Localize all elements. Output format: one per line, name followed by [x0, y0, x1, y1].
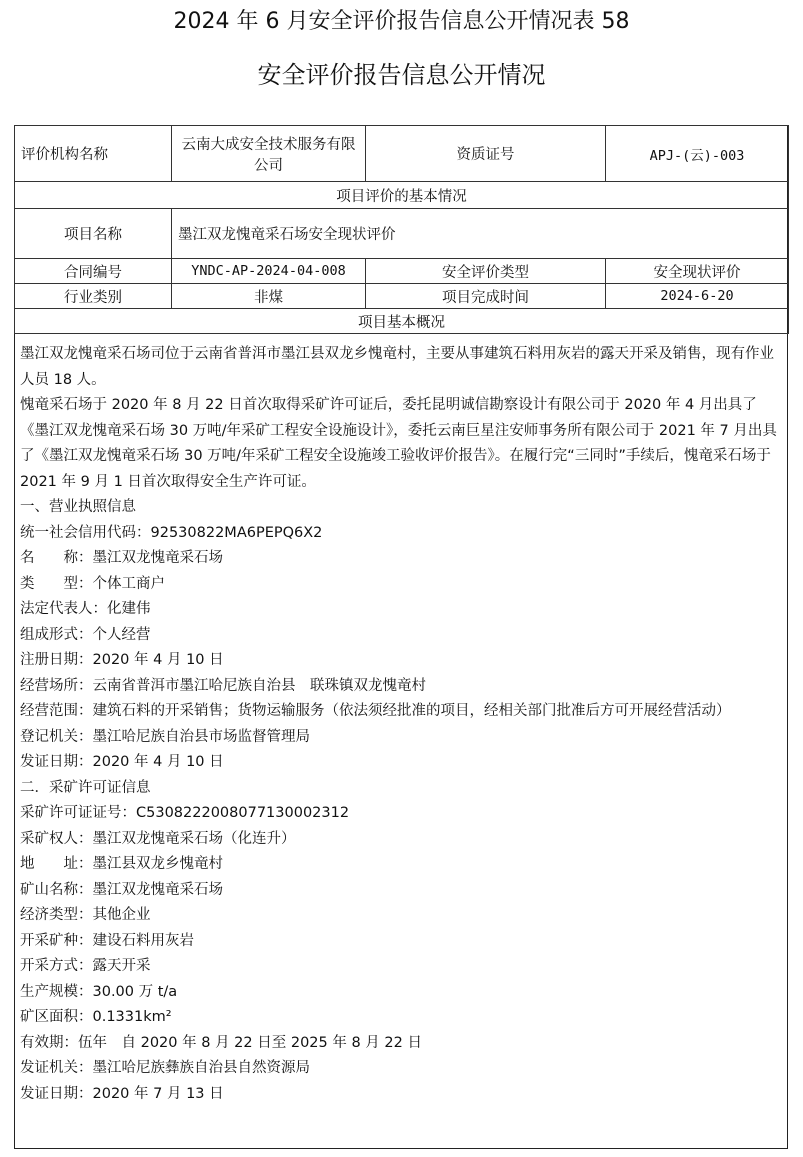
list-item [20, 852, 784, 878]
field-label: 开采矿种： [20, 932, 93, 949]
field-value: 2020 年 4 月 10 日 [92, 754, 224, 770]
list-item [20, 980, 784, 1006]
field-value: 墨江哈尼族自治县市场监督管理局 [92, 728, 310, 745]
list-item [20, 1005, 784, 1031]
industry-value: 非煤 [172, 284, 366, 309]
field-label: 经济类型： [20, 907, 93, 923]
field-value: 墨江双龙愧竜采石场 [92, 550, 223, 566]
field-label: 有效期： [20, 1034, 78, 1051]
overview-header: 项目基本概况 [15, 309, 789, 334]
list-item [20, 623, 784, 649]
list-item [20, 521, 784, 547]
list-item [20, 648, 784, 674]
field-value: 30.00 万 t/a [92, 983, 178, 1000]
table-row [15, 284, 789, 309]
overview-paragraph-1: 墨江双龙愧竜采石场司位于云南省普洱市墨江县双龙乡愧竜村，主要从事建筑石料用灰岩的露天开采及销售，现有作业人员 18 人。 [20, 346, 774, 388]
project-label: 项目名称 [15, 209, 172, 259]
contract-label: 合同编号 [15, 259, 172, 284]
table-row [15, 309, 789, 334]
field-value: 墨江县双龙乡愧竜村 [92, 856, 223, 872]
eval-type-label: 安全评价类型 [366, 259, 606, 284]
field-label: 登记机关： [20, 728, 93, 745]
field-label: 统一社会信用代码： [20, 524, 151, 541]
overview-paragraph-2: 愧竜采石场于 2020 年 8 月 22 日首次取得采矿许可证后，委托昆明诚信勘察设计有限公司于 2020 年 4 月出具了《墨江双龙愧竜采石场 30 万吨/年采矿工程安全设施设计》，委托云南巨星注安师事务所有限公司于 2021 年 7 月出具了《墨江双龙愧竜采石场 30 万吨/年采矿工程安全设施竣工验收评价报告》。在履行完“三同时”手续后，愧竜采石场于 2021 年 9 月 1 日首次取得安全生产许可证。 [20, 397, 777, 490]
field-value: 伍年 自 2020 年 8 月 22 日至 2025 年 8 月 22 日 [78, 1034, 422, 1051]
field-value: 墨江双龙愧竜采石场（化连升） [92, 830, 296, 847]
cert-label: 资质证号 [366, 126, 606, 182]
list-item [20, 878, 784, 904]
org-label: 评价机构名称 [15, 126, 172, 182]
list-item [20, 1082, 784, 1108]
table-row [15, 209, 789, 259]
field-value: 个体工商户 [92, 575, 165, 592]
list-item [20, 827, 784, 853]
contract-value: YNDC-AP-2024-04-008 [172, 259, 366, 284]
finish-time-label: 项目完成时间 [366, 284, 606, 309]
field-label: 采矿权人： [20, 830, 93, 847]
field-value: 其他企业 [92, 907, 151, 923]
field-value: 云南省普洱市墨江哈尼族自治县 联珠镇双龙愧竜村 [92, 677, 426, 694]
field-label: 发证机关： [20, 1060, 93, 1076]
list-item [20, 597, 784, 623]
field-value: 2020 年 4 月 10 日 [92, 652, 224, 668]
report-title: 2024 年 6 月安全评价报告信息公开情况表 58 [173, 9, 630, 34]
eval-type-value: 安全现状评价 [606, 259, 789, 284]
list-item [20, 1056, 784, 1082]
field-value: 露天开采 [92, 958, 151, 974]
field-value: 墨江哈尼族彝族自治县自然资源局 [92, 1060, 310, 1076]
field-value: 建设石料用灰岩 [92, 932, 194, 949]
field-label: 开采方式： [20, 958, 93, 974]
field-value: 化建伟 [107, 601, 151, 617]
field-value: 个人经营 [92, 626, 151, 643]
field-value: 2020 年 7 月 13 日 [92, 1085, 224, 1102]
list-item [20, 546, 784, 572]
field-value: C5308222008077130002312 [136, 805, 350, 821]
field-label: 名 称： [20, 550, 93, 566]
org-value: 云南大成安全技术服务有限公司 [172, 126, 366, 182]
report-subtitle: 安全评价报告信息公开情况 [257, 61, 546, 89]
field-label: 发证日期： [20, 1085, 93, 1102]
list-item [20, 699, 784, 725]
list-item [20, 674, 784, 700]
list-item [20, 750, 784, 776]
field-label: 经营范围： [20, 703, 93, 719]
project-value: 墨江双龙愧竜采石场安全现状评价 [172, 209, 789, 259]
list-item [20, 801, 784, 827]
basic-info-header: 项目评价的基本情况 [15, 182, 789, 209]
list-item [20, 1031, 784, 1057]
field-label: 矿区面积： [20, 1009, 93, 1025]
field-label: 地 址： [20, 856, 93, 872]
field-label: 注册日期： [20, 652, 93, 668]
list-item [20, 903, 784, 929]
info-table [14, 125, 789, 334]
industry-label: 行业类别 [15, 284, 172, 309]
table-row [15, 182, 789, 209]
field-label: 生产规模： [20, 983, 93, 1000]
field-value: 92530822MA6PEPQ6X2 [150, 524, 323, 541]
table-row [15, 126, 789, 182]
table-row [15, 259, 789, 284]
field-label: 发证日期： [20, 754, 93, 770]
cert-value: APJ-(云)-003 [606, 126, 789, 182]
list-item [20, 929, 784, 955]
section-heading-mining: 二．采矿许可证信息 [20, 779, 151, 796]
field-label: 经营场所： [20, 677, 93, 694]
field-label: 矿山名称： [20, 881, 93, 898]
list-item [20, 725, 784, 751]
field-value: 建筑石料的开采销售；货物运输服务（依法须经批准的项目，经相关部门批准后方可开展经营活动） [92, 703, 731, 719]
field-value: 0.1331km² [92, 1009, 172, 1025]
field-label: 采矿许可证证号： [20, 805, 136, 821]
list-item [20, 954, 784, 980]
section-heading-license: 一、营业执照信息 [20, 499, 136, 515]
list-item [20, 572, 784, 598]
field-value: 墨江双龙愧竜采石场 [92, 881, 223, 898]
finish-time-value: 2024-6-20 [606, 284, 789, 309]
overview-body [20, 342, 784, 1107]
field-label: 类 型： [20, 575, 93, 592]
field-label: 法定代表人： [20, 601, 107, 617]
field-label: 组成形式： [20, 626, 93, 643]
